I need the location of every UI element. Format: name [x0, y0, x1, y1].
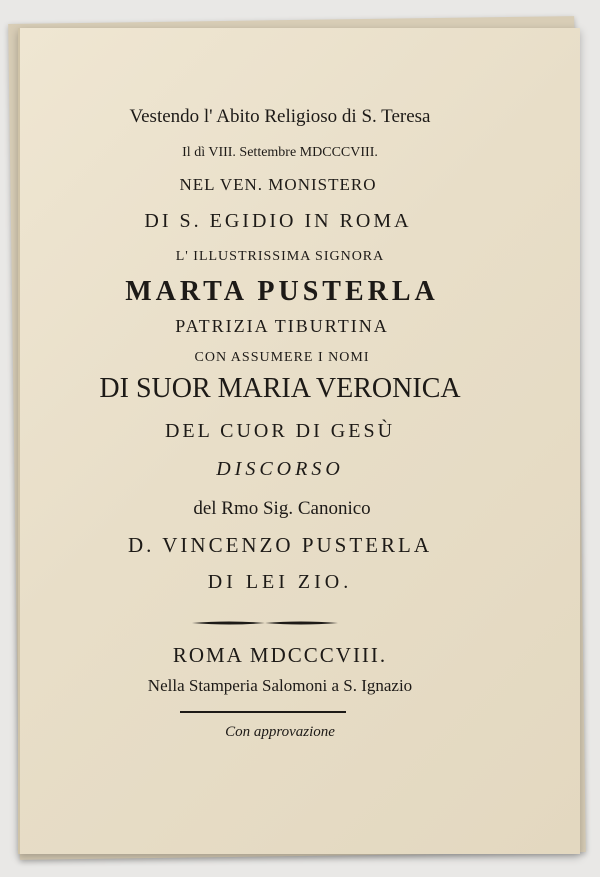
date-line: Il dì VIII. Settembre MDCCCVIII. — [182, 145, 378, 160]
origin-line: PATRIZIA TIBURTINA — [175, 316, 389, 336]
divider-rule — [180, 711, 346, 713]
religious-name-suffix-line: DEL CUOR DI GESÙ — [164, 420, 396, 442]
ornamental-rule — [190, 620, 340, 626]
monastery-line: NEL VEN. MONISTERO — [179, 175, 377, 194]
author-name-line: D. VINCENZO PUSTERLA — [127, 533, 433, 557]
religious-name-line: DI SUOR MARIA VERONICA — [99, 373, 461, 404]
location-line: DI S. EGIDIO IN ROMA — [144, 210, 412, 232]
work-title: DISCORSO — [216, 458, 344, 480]
approval-line: Con approvazione — [225, 724, 335, 740]
dedication-line: Vestendo l' Abito Religioso di S. Teresa — [129, 106, 431, 127]
name-line: MARTA PUSTERLA — [125, 276, 439, 307]
honorific-line: L' ILLUSTRISSIMA SIGNORA — [175, 249, 385, 264]
author-relation-line: DI LEI ZIO. — [207, 571, 353, 593]
imprint-printer: Nella Stamperia Salomoni a S. Ignazio — [147, 676, 413, 695]
names-intro-line: CON ASSUMERE I NOMI — [194, 350, 370, 365]
imprint-place: ROMA MDCCCVIII. — [172, 643, 388, 667]
author-intro-line: del Rmo Sig. Canonico — [193, 498, 371, 519]
title-page — [18, 28, 580, 854]
